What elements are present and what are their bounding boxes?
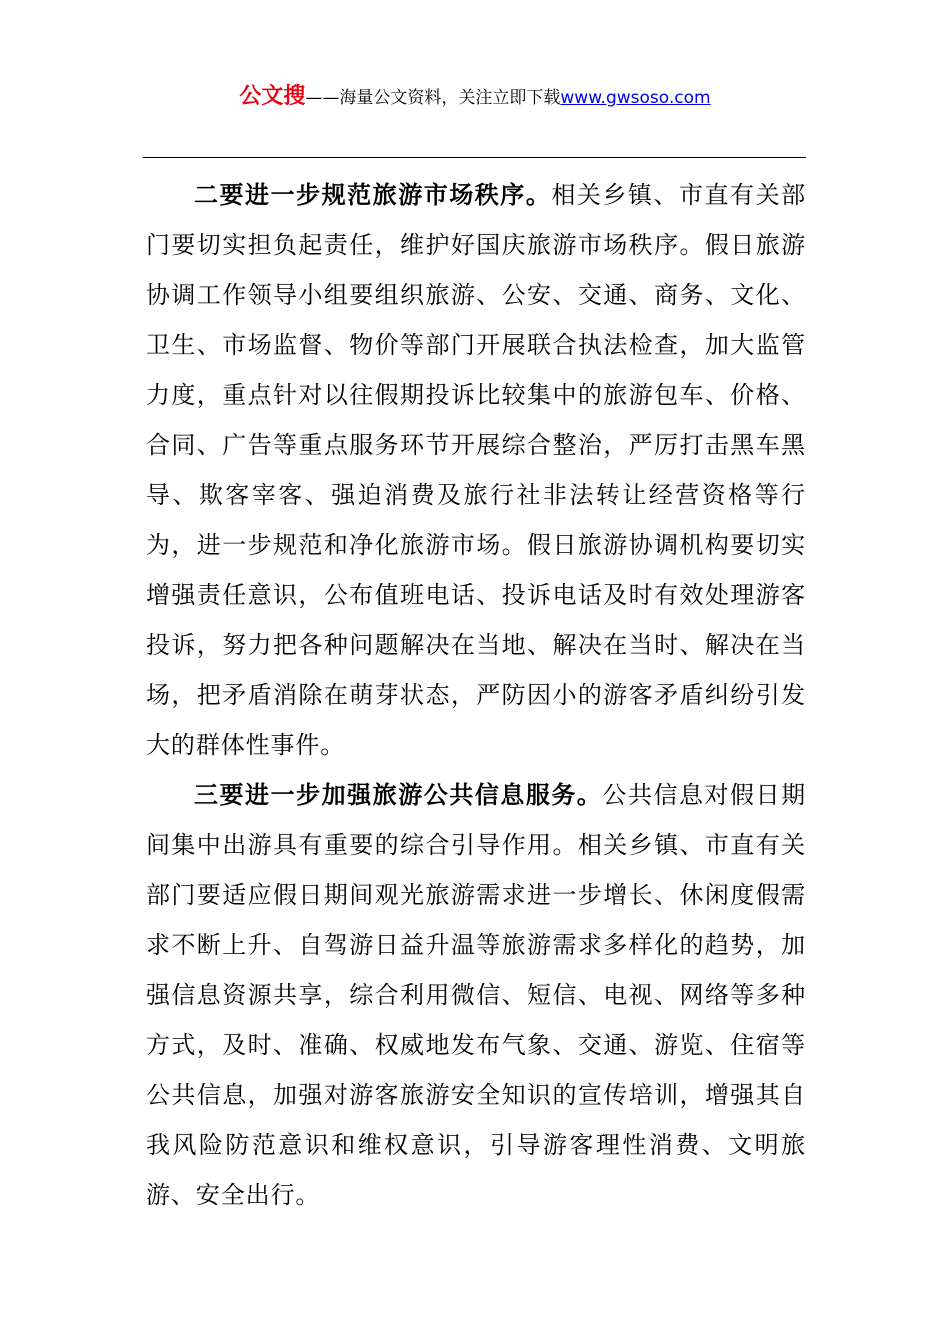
site-link[interactable]: www.gwsoso.com bbox=[560, 88, 711, 108]
brand-logo: 公文搜 bbox=[239, 84, 306, 109]
page-header bbox=[0, 80, 950, 114]
paragraph-heading: 二要进一步规范旅游市场秩序。 bbox=[194, 180, 552, 209]
paragraph-public-info bbox=[146, 770, 806, 1220]
header-divider bbox=[143, 157, 806, 158]
paragraph-heading: 三要进一步加强旅游公共信息服务。 bbox=[194, 780, 603, 809]
header-tagline: ——海量公文资料，关注立即下载 bbox=[305, 88, 561, 108]
paragraph-text: 相关乡镇、市直有关部门要切实担负起责任，维护好国庆旅游市场秩序。假日旅游协调工作领导小组要组织旅游、公安、交通、商务、文化、卫生、市场监督、物价等部门开展联合执法检查，加大监管力度，重点针对以往假期投诉比较集中的旅游包车、价格、合同、广告等重点服务环节开展综合整治，严厉打击黑车黑导、欺客宰客、强迫消费及旅行社非法转让经营资格等行为，进一步规范和净化旅游市场。假日旅游协调机构要切实增强责任意识，公布值班电话、投诉电话及时有效处理游客投诉，努力把各种问题解决在当地、解决在当时、解决在当场，把矛盾消除在萌芽状态，严防因小的游客矛盾纠纷引发大的群体性事件。 bbox=[146, 181, 806, 759]
paragraph-text: 公共信息对假日期间集中出游具有重要的综合引导作用。相关乡镇、市直有关部门要适应假日期间观光旅游需求进一步增长、休闲度假需求不断上升、自驾游日益升温等旅游需求多样化的趋势，加强信息资源共享，综合利用微信、短信、电视、网络等多种方式，及时、准确、权威地发布气象、交通、游览、住宿等公共信息，加强对游客旅游安全知识的宣传培训，增强其自我风险防范意识和维权意识，引导游客理性消费、文明旅游、安全出行。 bbox=[146, 781, 807, 1209]
document-body bbox=[146, 170, 806, 1220]
paragraph-market-order bbox=[146, 170, 806, 770]
